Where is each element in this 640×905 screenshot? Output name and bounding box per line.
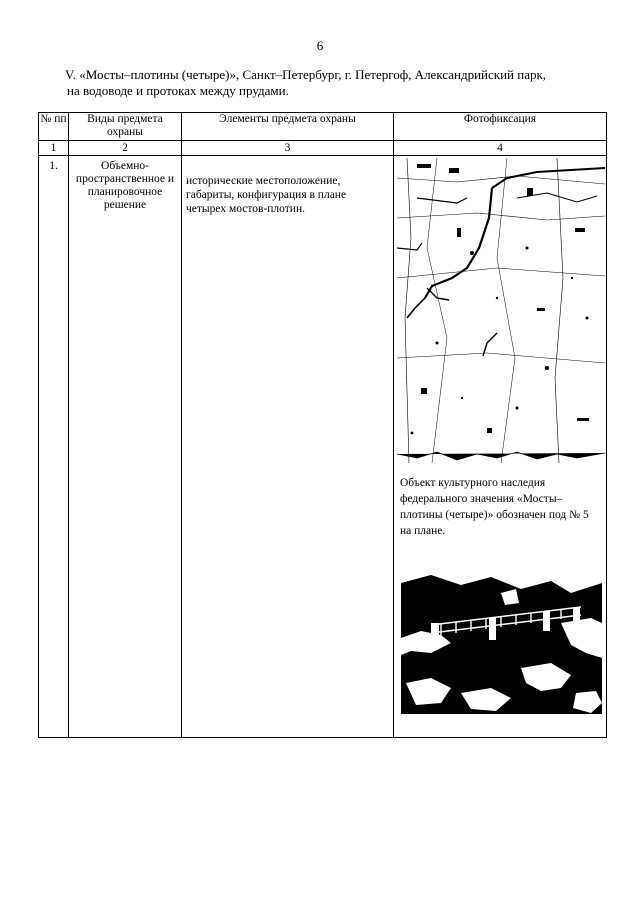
page-number: 6: [316, 38, 324, 53]
column-number-3: 3: [182, 141, 394, 156]
header-number: № пп: [39, 113, 69, 141]
table-row: [39, 156, 607, 738]
column-number-row: [39, 141, 607, 156]
row-protection-type: Объемно-пространственное и планировочное решение: [69, 156, 182, 738]
row-protection-elements: исторические местоположение, габариты, конфигурация в плане четырех мостов-плотин.: [182, 156, 394, 738]
column-number-2: 2: [69, 141, 182, 156]
header-photo-fixation: Фотофиксация: [394, 113, 607, 141]
plan-caption: Объект культурного наследия федерального значения «Мосты–плотины (четыре)» обозначен под № 5 на плане.: [400, 477, 589, 537]
heading-line-1: V. «Мосты–плотины (четыре)», Санкт–Петербург, г. Петергоф, Александрийский парк,: [65, 67, 547, 82]
photo-fixation-cell: [394, 156, 607, 738]
header-protection-type: Виды предмета охраны: [69, 113, 182, 141]
site-plan-map: [397, 158, 605, 463]
protection-table: [38, 112, 607, 738]
column-number-4: 4: [394, 141, 607, 156]
row-number: 1.: [39, 156, 69, 738]
document-heading: [65, 67, 605, 99]
table-header-row: [39, 113, 607, 141]
bridge-dam-photo: [401, 563, 602, 714]
heading-line-2: на водоводе и протоках между прудами.: [67, 83, 289, 98]
column-number-1: 1: [39, 141, 69, 156]
header-protection-elements: Элементы предмета охраны: [182, 113, 394, 141]
